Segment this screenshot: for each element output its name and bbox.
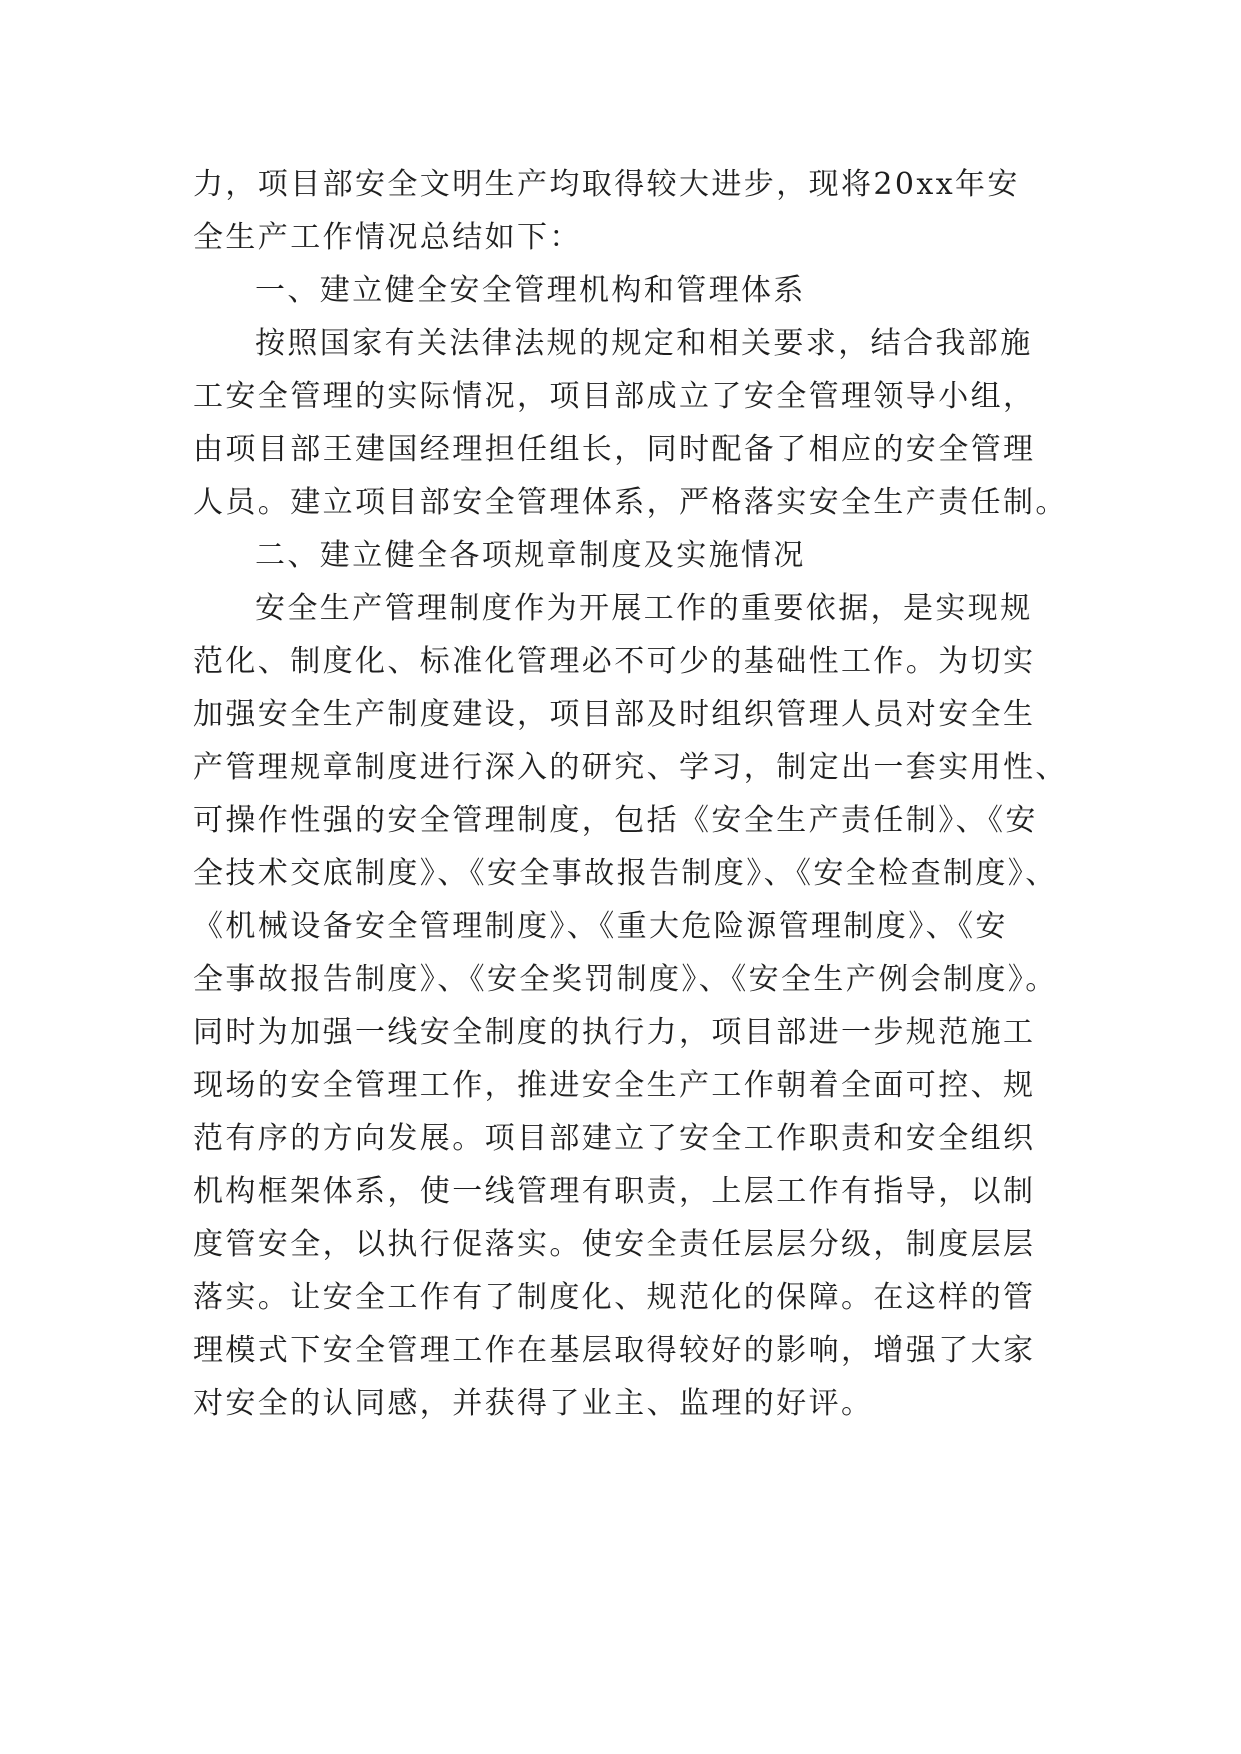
- text-line: 理模式下安全管理工作在基层取得较好的影响，增强了大家: [193, 1333, 1036, 1368]
- text-line: 全生产工作情况总结如下：: [193, 220, 582, 255]
- document-body: [193, 158, 1093, 1430]
- paragraph-regulations: [193, 582, 1093, 1430]
- text-line: 按照国家有关法律法规的规定和相关要求，结合我部施: [255, 326, 1033, 361]
- section-heading-text: 二、建立健全各项规章制度及实施情况: [255, 538, 806, 573]
- text-line: 全事故报告制度》、《安全奖罚制度》、《安全生产例会制度》。: [193, 962, 1058, 997]
- section-heading-2: [193, 529, 1093, 582]
- text-line: 度管安全，以执行促落实。使安全责任层层分级，制度层层: [193, 1227, 1036, 1262]
- paragraph-management-organization: [193, 317, 1093, 529]
- text-line: 范有序的方向发展。项目部建立了安全工作职责和安全组织: [193, 1121, 1036, 1156]
- text-line: 由项目部王建国经理担任组长，同时配备了相应的安全管理: [193, 432, 1036, 467]
- text-line: 加强安全生产制度建设，项目部及时组织管理人员对安全生: [193, 697, 1036, 732]
- text-line: 机构框架体系，使一线管理有职责，上层工作有指导，以制: [193, 1174, 1036, 1209]
- text-line: 同时为加强一线安全制度的执行力，项目部进一步规范施工: [193, 1015, 1036, 1050]
- text-line: 全技术交底制度》、《安全事故报告制度》、《安全检查制度》、: [193, 856, 1058, 891]
- text-line: 力，项目部安全文明生产均取得较大进步，现将20xx年安: [193, 167, 1020, 202]
- paragraph-intro-continuation: [193, 158, 1093, 264]
- text-line: 《机械设备安全管理制度》、《重大危险源管理制度》、《安: [193, 909, 1008, 944]
- text-line: 可操作性强的安全管理制度，包括《安全生产责任制》、《安: [193, 803, 1038, 838]
- section-heading-1: [193, 264, 1093, 317]
- text-line: 人员。建立项目部安全管理体系，严格落实安全生产责任制。: [193, 485, 1068, 520]
- text-line: 对安全的认同感，并获得了业主、监理的好评。: [193, 1386, 874, 1421]
- section-heading-text: 一、建立健全安全管理机构和管理体系: [255, 273, 806, 308]
- text-line: 产管理规章制度进行深入的研究、学习，制定出一套实用性、: [193, 750, 1068, 785]
- text-line: 落实。让安全工作有了制度化、规范化的保障。在这样的管: [193, 1280, 1036, 1315]
- text-line: 现场的安全管理工作，推进安全生产工作朝着全面可控、规: [193, 1068, 1036, 1103]
- text-line: 安全生产管理制度作为开展工作的重要依据，是实现规: [255, 591, 1033, 626]
- text-line: 工安全管理的实际情况，项目部成立了安全管理领导小组，: [193, 379, 1036, 414]
- text-line: 范化、制度化、标准化管理必不可少的基础性工作。为切实: [193, 644, 1036, 679]
